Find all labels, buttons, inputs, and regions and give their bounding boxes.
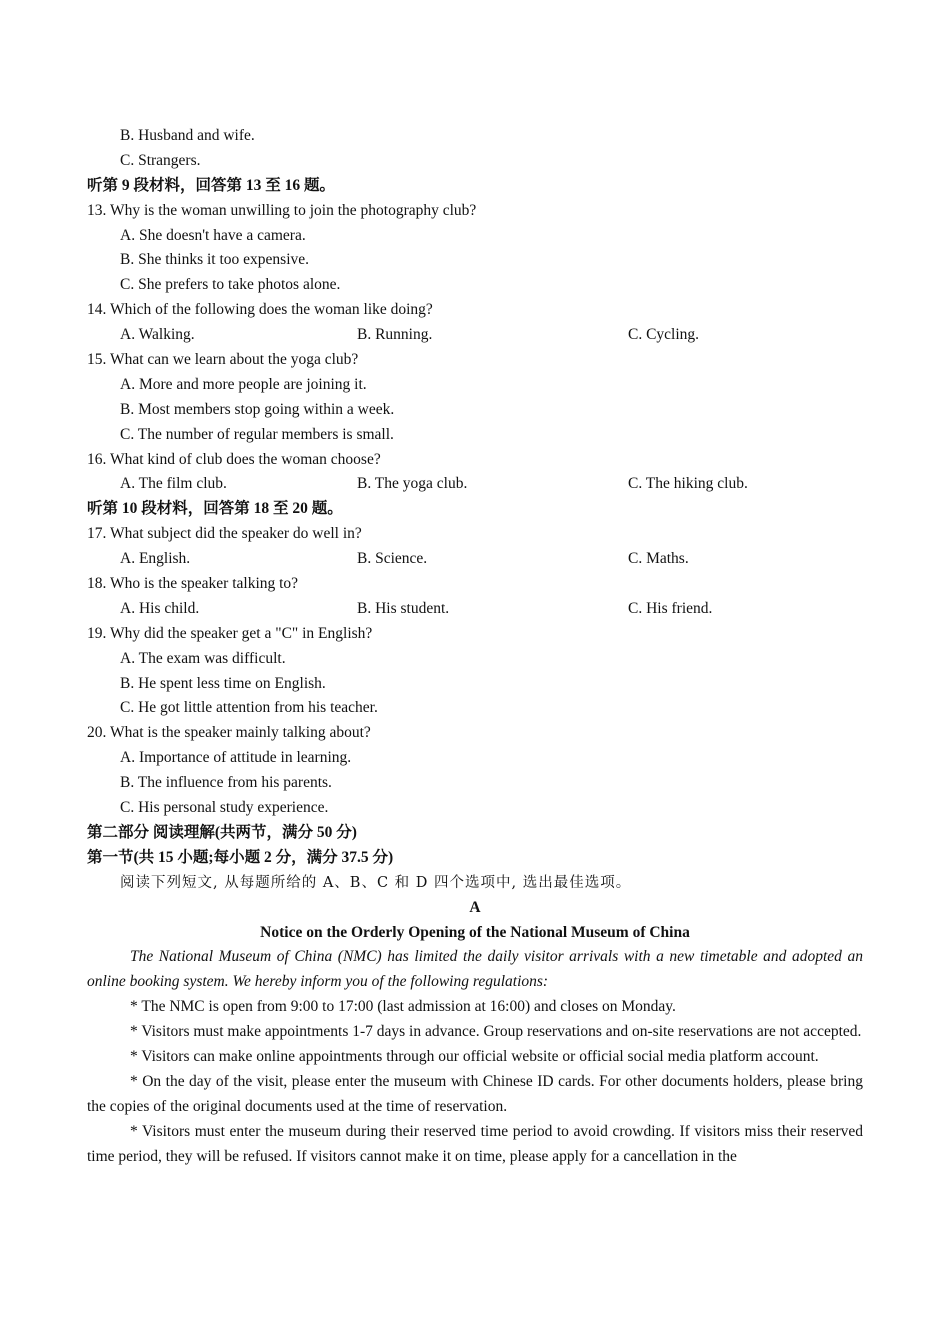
- passage-intro: The National Museum of China (NMC) has limited the daily visitor arrivals with a new timetable and adopted an online booking system. We hereby inform you of the following regulations:: [87, 948, 863, 991]
- q16-option-a: A. The film club.: [120, 475, 227, 493]
- passage-bullet: * Visitors can make online appointments through our official website or official social media platform account.: [130, 1048, 819, 1066]
- q17-option-a: A. English.: [120, 550, 191, 568]
- q19-option-c: C. He got little attention from his teacher.: [120, 699, 378, 717]
- q18-options: [87, 597, 863, 622]
- q16-options: [87, 472, 863, 497]
- q16-option-c: C. The hiking club.: [628, 475, 748, 493]
- q18-stem: 18. Who is the speaker talking to?: [87, 575, 299, 593]
- part-2-section-1: 第一节(共 15 小题;每小题 2 分，满分 37.5 分): [87, 848, 394, 866]
- q15-option-a: A. More and more people are joining it.: [120, 375, 367, 393]
- q14-options: [87, 323, 863, 348]
- passage-label: A: [469, 898, 481, 916]
- section-9-header: 听第 9 段材料，回答第 13 至 16 题。: [87, 176, 336, 194]
- q13-option-c: C. She prefers to take photos alone.: [120, 276, 341, 294]
- passage-title: Notice on the Orderly Opening of the National Museum of China: [260, 923, 690, 941]
- part-2-title: 第二部分 阅读理解(共两节，满分 50 分): [87, 823, 357, 841]
- q14-option-c: C. Cycling.: [628, 326, 700, 344]
- q19-option-a: A. The exam was difficult.: [120, 649, 286, 667]
- q19-option-b: B. He spent less time on English.: [120, 674, 326, 692]
- q17-option-b: B. Science.: [357, 550, 428, 568]
- q12-option-c: C. Strangers.: [120, 151, 201, 169]
- section-10-header: 听第 10 段材料，回答第 18 至 20 题。: [87, 500, 343, 518]
- q20-option-c: C. His personal study experience.: [120, 799, 329, 817]
- q18-option-a: A. His child.: [120, 599, 200, 617]
- q16-option-b: B. The yoga club.: [357, 475, 468, 493]
- q14-stem: 14. Which of the following does the woman like doing?: [87, 301, 433, 319]
- q20-option-a: A. Importance of attitude in learning.: [120, 749, 352, 767]
- exam-page: [87, 124, 863, 1170]
- q13-option-a: A. She doesn't have a camera.: [120, 226, 306, 244]
- q20-stem: 20. What is the speaker mainly talking about?: [87, 724, 371, 742]
- passage-bullet: * Visitors must make appointments 1-7 days in advance. Group reservations and on-site reservations are not accepted.: [130, 1023, 862, 1041]
- q13-option-b: B. She thinks it too expensive.: [120, 251, 310, 269]
- q18-option-c: C. His friend.: [628, 599, 713, 617]
- passage-bullet: * The NMC is open from 9:00 to 17:00 (last admission at 16:00) and closes on Monday.: [130, 998, 676, 1016]
- q13-stem: 13. Why is the woman unwilling to join the photography club?: [87, 201, 477, 219]
- q18-option-b: B. His student.: [357, 599, 450, 617]
- q14-option-b: B. Running.: [357, 326, 433, 344]
- q16-stem: 16. What kind of club does the woman choose?: [87, 450, 381, 468]
- q12-option-b: B. Husband and wife.: [120, 127, 255, 144]
- q17-option-c: C. Maths.: [628, 550, 689, 568]
- q19-stem: 19. Why did the speaker get a "C" in English?: [87, 624, 373, 642]
- part-2-instruction: 阅读下列短文, 从每题所给的 A、B、C 和 D 四个选项中, 选出最佳选项。: [120, 874, 632, 891]
- q17-options: [87, 547, 863, 572]
- q15-option-b: B. Most members stop going within a week.: [120, 400, 395, 418]
- q15-stem: 15. What can we learn about the yoga club?: [87, 351, 359, 369]
- q20-option-b: B. The influence from his parents.: [120, 774, 332, 792]
- q17-stem: 17. What subject did the speaker do well in?: [87, 525, 362, 543]
- q15-option-c: C. The number of regular members is small.: [120, 425, 394, 443]
- q14-option-a: A. Walking.: [120, 326, 195, 344]
- passage-bullet: * On the day of the visit, please enter the museum with Chinese ID cards. For other documents holders, please bring the copies of the original documents used at the time of reservation.: [87, 1072, 863, 1115]
- passage-bullet: * Visitors must enter the museum during their reserved time period to avoid crowding. If visitors miss their reserved time period, they will be refused. If visitors cannot make it on time, please apply for a cancellation in the: [87, 1122, 863, 1165]
